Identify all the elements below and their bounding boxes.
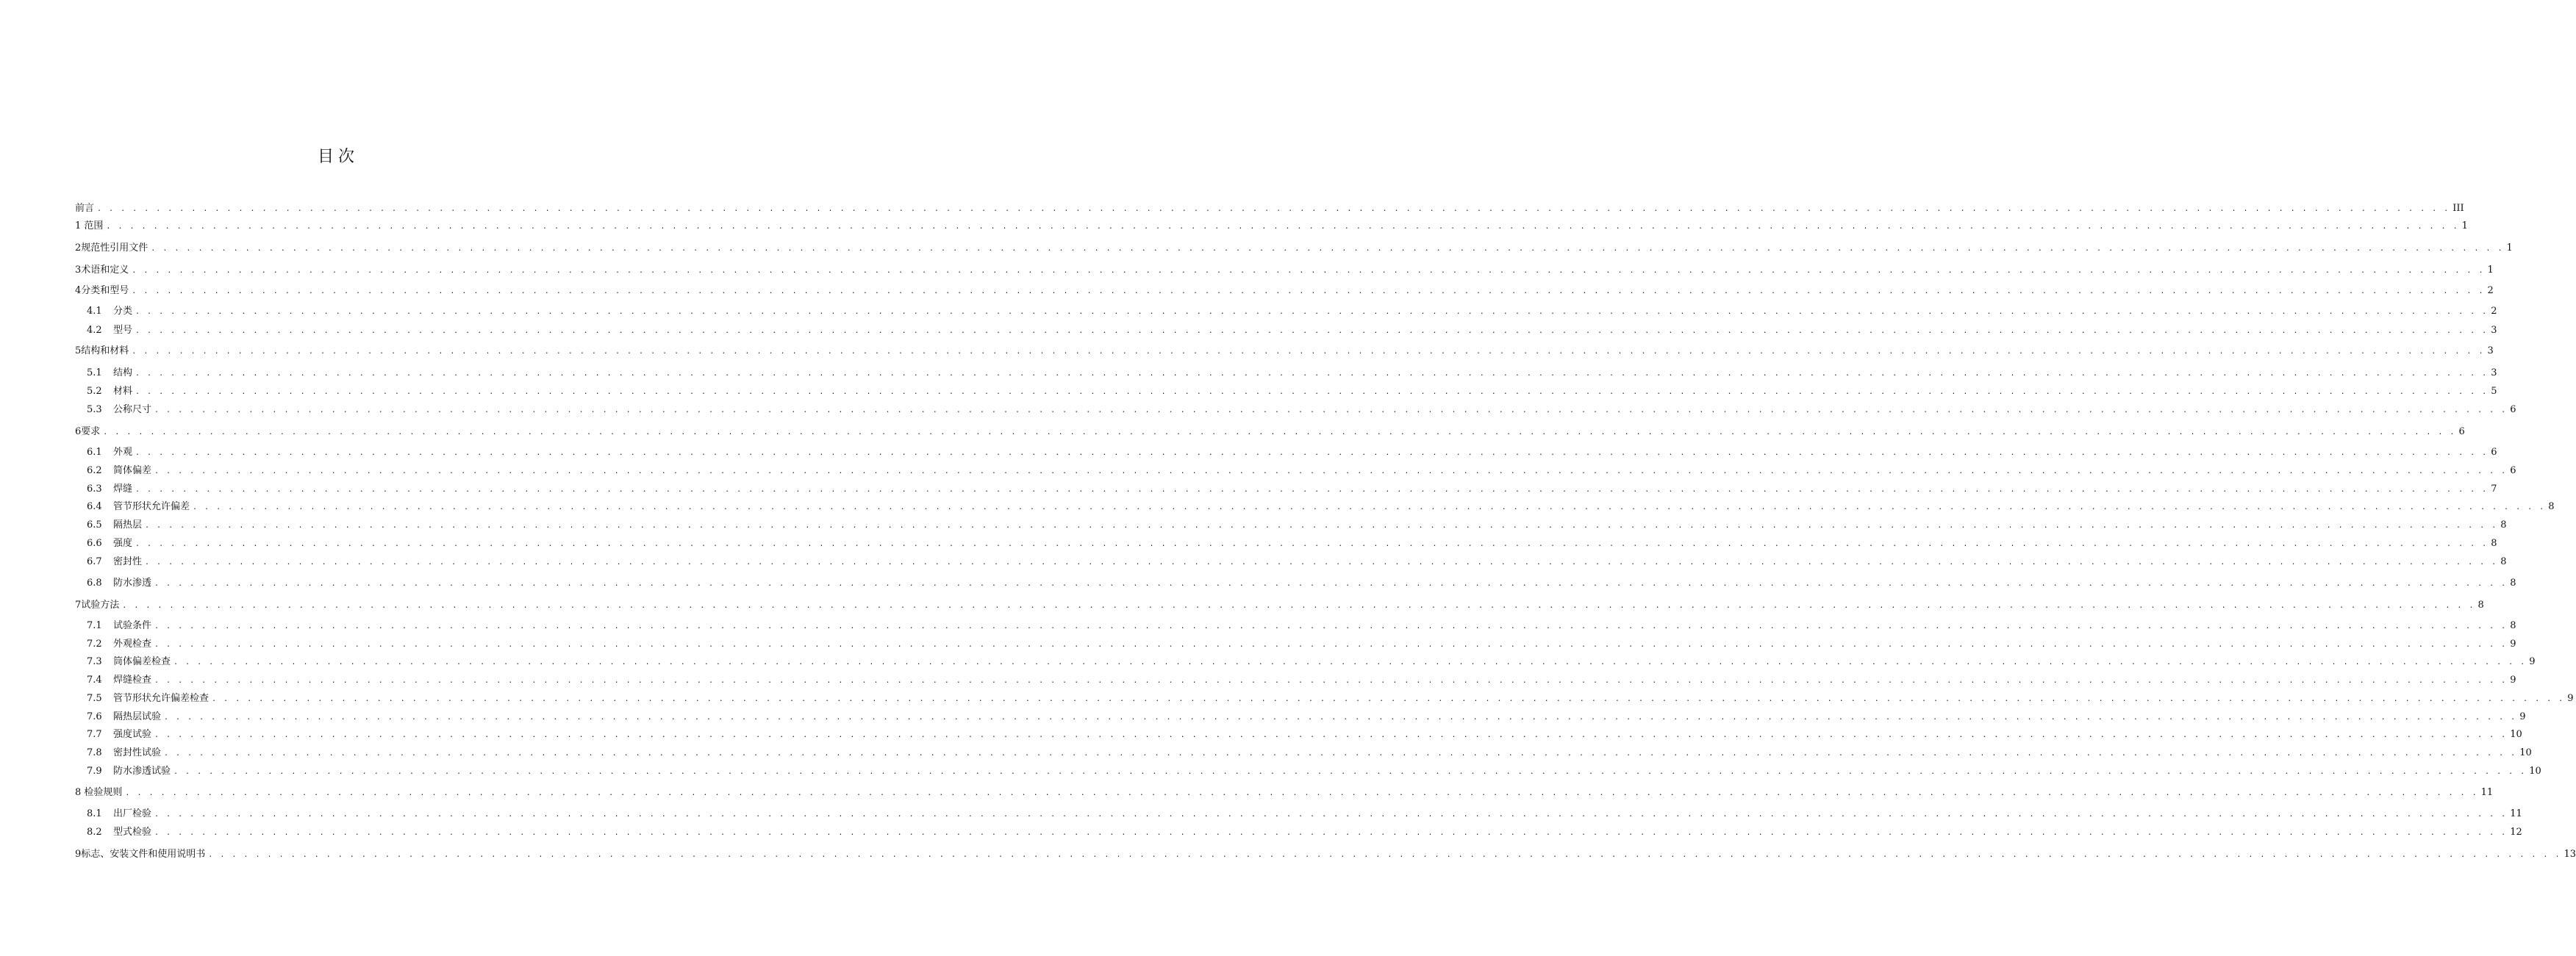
toc-entry-page-number: 8: [2491, 538, 2497, 549]
toc-entry-number: 8.2: [87, 827, 102, 838]
toc-leader-dots: . . . . . . . . . . . . . . . . . . . . . . . . . . . . . . . . . . . . . . . . . . . . . . . . . . . . . . . . . . . . . . . . . . . . . . . . . . . . . . . . . . . . . . . . . . . . . . . . . . . . . . . . . . . . . . . . . . . . . . . . . . . . . . . . . . . . . . . . . . . . . . . . . . . . . . . . . . . . . . . . . . . . . . . . . . . . . . . . . . . . . . . . . . . . . . . . . . . . . . . .: [106, 223, 2459, 231]
toc-entry-page-number: 3: [2491, 325, 2497, 336]
toc-entry[interactable]: [87, 464, 2516, 478]
toc-entry-number: 5.3: [87, 404, 102, 415]
toc-entry-label: 防水渗透试验: [113, 766, 171, 777]
toc-leader-dots: . . . . . . . . . . . . . . . . . . . . . . . . . . . . . . . . . . . . . . . . . . . . . . . . . . . . . . . . . . . . . . . . . . . . . . . . . . . . . . . . . . . . . . . . . . . . . . . . . . . . . . . . . . . . . . . . . . . . . . . . . . . . . . . . . . . . . . . . . . . . . . . . . . . . . . . . . . . . . . . . . . . . . . . . . . . . . . . . . . . . . . . . . . . . . . . . . . . . . . . .: [154, 580, 2508, 588]
toc-entry-label: 前言: [75, 203, 95, 214]
toc-entry-number: 5.2: [87, 386, 102, 397]
toc-entry-label: 外观: [113, 447, 133, 458]
toc-entry-label: 7试验方法: [75, 600, 120, 611]
toc-entry-label: 5结构和材料: [75, 345, 129, 356]
toc-entry[interactable]: [87, 673, 2516, 688]
toc-entry-page-number: 8: [2510, 620, 2516, 631]
toc-leader-dots: . . . . . . . . . . . . . . . . . . . . . . . . . . . . . . . . . . . . . . . . . . . . . . . . . . . . . . . . . . . . . . . . . . . . . . . . . . . . . . . . . . . . . . . . . . . . . . . . . . . . . . . . . . . . . . . . . . . . . . . . . . . . . . . . . . . . . . . . . . . . . . . . . . . . . . . . . . . . . . . . . . . . . . . . . . . . . . . . . . . . . . . . . . . . . . . . . . . . . . . .: [125, 789, 2478, 797]
toc-entry[interactable]: [87, 727, 2522, 742]
toc-entry-label: 防水渗透: [113, 578, 152, 589]
toc-entry-label: 2规范性引用文件: [75, 242, 149, 254]
toc-entry-number: 7.2: [87, 639, 102, 650]
toc-leader-dots: . . . . . . . . . . . . . . . . . . . . . . . . . . . . . . . . . . . . . . . . . . . . . . . . . . . . . . . . . . . . . . . . . . . . . . . . . . . . . . . . . . . . . . . . . . . . . . . . . . . . . . . . . . . . . . . . . . . . . . . . . . . . . . . . . . . . . . . . . . . . . . . . . . . . . . . . . . . . . . . . . . . . . . . . . . . . . . . . . . . . . . . . . . . . . . . . . . . . . . . .: [164, 750, 2517, 758]
toc-entry[interactable]: [87, 807, 2522, 822]
toc-entry[interactable]: [75, 344, 2494, 359]
toc-entry-page-number: 6: [2510, 465, 2516, 476]
toc-entry-label: 筒体偏差检查: [113, 656, 171, 667]
toc-entry-page-number: 9: [2510, 675, 2516, 686]
toc-entry-number: 4.2: [87, 325, 102, 336]
toc-entry-label: 焊缝: [113, 484, 133, 495]
toc-entry[interactable]: [75, 219, 2468, 234]
toc-leader-dots: . . . . . . . . . . . . . . . . . . . . . . . . . . . . . . . . . . . . . . . . . . . . . . . . . . . . . . . . . . . . . . . . . . . . . . . . . . . . . . . . . . . . . . . . . . . . . . . . . . . . . . . . . . . . . . . . . . . . . . . . . . . . . . . . . . . . . . . . . . . . . . . . . . . . . . . . . . . . . . . . . . . . . . . . . . . . . . . . . . . . . . . . . . . . . . . . . . . . . . . .: [154, 641, 2508, 649]
toc-entry-label: 6要求: [75, 426, 101, 437]
toc-entry-page-number: 8: [2477, 600, 2484, 611]
toc-entry-number: 8.1: [87, 808, 102, 819]
toc-entry-page-number: 9: [2567, 693, 2574, 704]
toc-entry-page-number: 11: [2480, 787, 2494, 798]
toc-leader-dots: . . . . . . . . . . . . . . . . . . . . . . . . . . . . . . . . . . . . . . . . . . . . . . . . . . . . . . . . . . . . . . . . . . . . . . . . . . . . . . . . . . . . . . . . . . . . . . . . . . . . . . . . . . . . . . . . . . . . . . . . . . . . . . . . . . . . . . . . . . . . . . . . . . . . . . . . . . . . . . . . . . . . . . . . . . . . . . . . . . . . . . . . . . . . . . . . . . . . . . . .: [97, 205, 2450, 213]
toc-entry[interactable]: [75, 598, 2484, 613]
toc-leader-dots: . . . . . . . . . . . . . . . . . . . . . . . . . . . . . . . . . . . . . . . . . . . . . . . . . . . . . . . . . . . . . . . . . . . . . . . . . . . . . . . . . . . . . . . . . . . . . . . . . . . . . . . . . . . . . . . . . . . . . . . . . . . . . . . . . . . . . . . . . . . . . . . . . . . . . . . . . . . . . . . . . . . . . . . . . . . . . . . . . . . . . . . . . . . . . . . . . . . . . . . .: [135, 449, 2489, 457]
toc-entry-page-number: 10: [2510, 729, 2522, 740]
toc-leader-dots: . . . . . . . . . . . . . . . . . . . . . . . . . . . . . . . . . . . . . . . . . . . . . . . . . . . . . . . . . . . . . . . . . . . . . . . . . . . . . . . . . . . . . . . . . . . . . . . . . . . . . . . . . . . . . . . . . . . . . . . . . . . . . . . . . . . . . . . . . . . . . . . . . . . . . . . . . . . . . . . . . . . . . . . . . . . . . . . . . . . . . . . . . . . . . . . . . . . . . . . .: [132, 267, 2485, 275]
toc-entry-page-number: 6: [2458, 426, 2465, 437]
toc-entry[interactable]: [87, 555, 2507, 569]
toc-entry[interactable]: [87, 691, 2574, 706]
toc-entry-label: 出厂检验: [113, 808, 152, 819]
toc-leader-dots: . . . . . . . . . . . . . . . . . . . . . . . . . . . . . . . . . . . . . . . . . . . . . . . . . . . . . . . . . . . . . . . . . . . . . . . . . . . . . . . . . . . . . . . . . . . . . . . . . . . . . . . . . . . . . . . . . . . . . . . . . . . . . . . . . . . . . . . . . . . . . . . . . . . . . . . . . . . . . . . . . . . . . . . . . . . . . . . . . . . . . . . . . . . . . . . . . . . . . . . .: [154, 829, 2508, 837]
toc-leader-dots: . . . . . . . . . . . . . . . . . . . . . . . . . . . . . . . . . . . . . . . . . . . . . . . . . . . . . . . . . . . . . . . . . . . . . . . . . . . . . . . . . . . . . . . . . . . . . . . . . . . . . . . . . . . . . . . . . . . . . . . . . . . . . . . . . . . . . . . . . . . . . . . . . . . . . . . . . . . . . . . . . . . . . . . . . . . . . . . . . . . . . . . . . . . . . . . . . . . . . . . .: [154, 622, 2508, 630]
toc-entry-number: 7.9: [87, 766, 102, 777]
toc-leader-dots: . . . . . . . . . . . . . . . . . . . . . . . . . . . . . . . . . . . . . . . . . . . . . . . . . . . . . . . . . . . . . . . . . . . . . . . . . . . . . . . . . . . . . . . . . . . . . . . . . . . . . . . . . . . . . . . . . . . . . . . . . . . . . . . . . . . . . . . . . . . . . . . . . . . . . . . . . . . . . . . . . . . . . . . . . . . . . . . . . . . . . . . . . . . . . . . . . . . . . . . .: [132, 348, 2485, 356]
toc-entry-label: 管节形状允许偏差检查: [113, 693, 210, 704]
toc-entry-page-number: 8: [2500, 556, 2507, 567]
toc-entry-label: 3术语和定义: [75, 265, 129, 276]
toc-entry-page-number: 1: [2506, 242, 2513, 254]
toc-entry-page-number: 2: [2487, 285, 2494, 296]
toc-entry-page-number: 3: [2487, 345, 2494, 356]
toc-entry[interactable]: [75, 786, 2494, 800]
toc-entry[interactable]: [87, 655, 2536, 669]
toc-entry[interactable]: [75, 284, 2494, 298]
toc-entry-page-number: 8: [2548, 501, 2555, 512]
toc-entry-page-number: 1: [2461, 220, 2468, 231]
toc-entry-page-number: 7: [2491, 484, 2497, 495]
toc-leader-dots: . . . . . . . . . . . . . . . . . . . . . . . . . . . . . . . . . . . . . . . . . . . . . . . . . . . . . . . . . . . . . . . . . . . . . . . . . . . . . . . . . . . . . . . . . . . . . . . . . . . . . . . . . . . . . . . . . . . . . . . . . . . . . . . . . . . . . . . . . . . . . . . . . . . . . . . . . . . . . . . . . . . . . . . . . . . . . . . . . . . . . . . . . . . . . . . . . . . . . . . .: [145, 522, 2498, 530]
toc-entry[interactable]: [87, 825, 2522, 840]
toc-entry-label: 管节形状允许偏差: [113, 501, 190, 512]
toc-entry[interactable]: [87, 764, 2541, 779]
toc-entry-page-number: 8: [2510, 578, 2516, 589]
toc-leader-dots: . . . . . . . . . . . . . . . . . . . . . . . . . . . . . . . . . . . . . . . . . . . . . . . . . . . . . . . . . . . . . . . . . . . . . . . . . . . . . . . . . . . . . . . . . . . . . . . . . . . . . . . . . . . . . . . . . . . . . . . . . . . . . . . . . . . . . . . . . . . . . . . . . . . . . . . . . . . . . . . . . . . . . . . . . . . . . . . . . . . . . . . . . . . . . . . . . . . . . . . .: [173, 768, 2527, 776]
toc-entry-label: 9标志、安装文件和使用说明书: [75, 849, 206, 860]
toc-entry[interactable]: [87, 637, 2516, 652]
toc-entry-label: 型式检验: [113, 827, 152, 838]
toc-leader-dots: . . . . . . . . . . . . . . . . . . . . . . . . . . . . . . . . . . . . . . . . . . . . . . . . . . . . . . . . . . . . . . . . . . . . . . . . . . . . . . . . . . . . . . . . . . . . . . . . . . . . . . . . . . . . . . . . . . . . . . . . . . . . . . . . . . . . . . . . . . . . . . . . . . . . . . . . . . . . . . . . . . . . . . . . . . . . . . . . . . . . . . . . . . . . . . . . . . . . . . . .: [154, 406, 2508, 414]
toc-entry-label: 强度试验: [113, 729, 152, 740]
toc-entry[interactable]: [87, 366, 2497, 381]
toc-entry-page-number: 9: [2519, 711, 2526, 722]
toc-entry-label: 1 范围: [75, 220, 104, 231]
toc-entry[interactable]: [87, 482, 2497, 497]
toc-entry-page-number: 3: [2491, 367, 2497, 378]
toc-leader-dots: . . . . . . . . . . . . . . . . . . . . . . . . . . . . . . . . . . . . . . . . . . . . . . . . . . . . . . . . . . . . . . . . . . . . . . . . . . . . . . . . . . . . . . . . . . . . . . . . . . . . . . . . . . . . . . . . . . . . . . . . . . . . . . . . . . . . . . . . . . . . . . . . . . . . . . . . . . . . . . . . . . . . . . . . . . . . . . . . . . . . . . . . . . . . . . . . . . . . . . . .: [135, 327, 2489, 335]
toc-entry-page-number: 13: [2564, 849, 2576, 860]
toc-entry[interactable]: [75, 201, 2464, 216]
toc-leader-dots: . . . . . . . . . . . . . . . . . . . . . . . . . . . . . . . . . . . . . . . . . . . . . . . . . . . . . . . . . . . . . . . . . . . . . . . . . . . . . . . . . . . . . . . . . . . . . . . . . . . . . . . . . . . . . . . . . . . . . . . . . . . . . . . . . . . . . . . . . . . . . . . . . . . . . . . . . . . . . . . . . . . . . . . . . . . . . . . . . . . . . . . . . . . . . . . . . . . . . . . .: [151, 245, 2504, 253]
toc-entry-page-number: 1: [2487, 265, 2494, 276]
toc-entry-number: 7.6: [87, 711, 102, 722]
toc-leader-dots: . . . . . . . . . . . . . . . . . . . . . . . . . . . . . . . . . . . . . . . . . . . . . . . . . . . . . . . . . . . . . . . . . . . . . . . . . . . . . . . . . . . . . . . . . . . . . . . . . . . . . . . . . . . . . . . . . . . . . . . . . . . . . . . . . . . . . . . . . . . . . . . . . . . . . . . . . . . . . . . . . . . . . . . . . . . . . . . . . . . . . . . . . . . . . . . . . . . . . . . .: [132, 287, 2485, 295]
toc-entry-label: 分类: [113, 306, 133, 317]
toc-entry[interactable]: [75, 425, 2465, 439]
toc-leader-dots: . . . . . . . . . . . . . . . . . . . . . . . . . . . . . . . . . . . . . . . . . . . . . . . . . . . . . . . . . . . . . . . . . . . . . . . . . . . . . . . . . . . . . . . . . . . . . . . . . . . . . . . . . . . . . . . . . . . . . . . . . . . . . . . . . . . . . . . . . . . . . . . . . . . . . . . . . . . . . . . . . . . . . . . . . . . . . . . . . . . . . . . . . . . . . . . . . . . . . . . .: [122, 602, 2475, 610]
toc-entry-page-number: 5: [2491, 386, 2497, 397]
toc-leader-dots: . . . . . . . . . . . . . . . . . . . . . . . . . . . . . . . . . . . . . . . . . . . . . . . . . . . . . . . . . . . . . . . . . . . . . . . . . . . . . . . . . . . . . . . . . . . . . . . . . . . . . . . . . . . . . . . . . . . . . . . . . . . . . . . . . . . . . . . . . . . . . . . . . . . . . . . . . . . . . . . . . . . . . . . . . . . . . . . . . . . . . . . . . . . . . . . . . . . . . . . .: [154, 731, 2508, 739]
toc-entry-number: 6.8: [87, 578, 102, 589]
toc-entry-page-number: 10: [2519, 747, 2532, 758]
toc-entry-number: 7.8: [87, 747, 102, 758]
toc-leader-dots: . . . . . . . . . . . . . . . . . . . . . . . . . . . . . . . . . . . . . . . . . . . . . . . . . . . . . . . . . . . . . . . . . . . . . . . . . . . . . . . . . . . . . . . . . . . . . . . . . . . . . . . . . . . . . . . . . . . . . . . . . . . . . . . . . . . . . . . . . . . . . . . . . . . . . . . . . . . . . . . . . . . . . . . . . . . . . . . . . . . . . . . . . . . . . . . . . . . . . . . .: [135, 540, 2489, 548]
toc-entry-label: 隔热层试验: [113, 711, 162, 722]
toc-entry-number: 6.6: [87, 538, 102, 549]
toc-entry-label: 密封性: [113, 556, 143, 567]
toc-entry[interactable]: [87, 619, 2516, 633]
toc-entry[interactable]: [87, 710, 2526, 725]
toc-entry-number: 7.5: [87, 693, 102, 704]
toc-entry[interactable]: [87, 323, 2497, 338]
toc-entry-number: 6.1: [87, 447, 102, 458]
toc-leader-dots: . . . . . . . . . . . . . . . . . . . . . . . . . . . . . . . . . . . . . . . . . . . . . . . . . . . . . . . . . . . . . . . . . . . . . . . . . . . . . . . . . . . . . . . . . . . . . . . . . . . . . . . . . . . . . . . . . . . . . . . . . . . . . . . . . . . . . . . . . . . . . . . . . . . . . . . . . . . . . . . . . . . . . . . . . . . . . . . . . . . . . . . . . . . . . . . . . . . . . . . .: [154, 467, 2508, 475]
toc-leader-dots: . . . . . . . . . . . . . . . . . . . . . . . . . . . . . . . . . . . . . . . . . . . . . . . . . . . . . . . . . . . . . . . . . . . . . . . . . . . . . . . . . . . . . . . . . . . . . . . . . . . . . . . . . . . . . . . . . . . . . . . . . . . . . . . . . . . . . . . . . . . . . . . . . . . . . . . . . . . . . . . . . . . . . . . . . . . . . . . . . . . . . . . . . . . . . . . . . . . . . . . .: [135, 388, 2489, 396]
toc-entry-number: 5.1: [87, 367, 102, 378]
toc-leader-dots: . . . . . . . . . . . . . . . . . . . . . . . . . . . . . . . . . . . . . . . . . . . . . . . . . . . . . . . . . . . . . . . . . . . . . . . . . . . . . . . . . . . . . . . . . . . . . . . . . . . . . . . . . . . . . . . . . . . . . . . . . . . . . . . . . . . . . . . . . . . . . . . . . . . . . . . . . . . . . . . . . . . . . . . . . . . . . . . . . . . . . . . . . . . . . . . . . . . . . . . .: [164, 714, 2517, 722]
toc-entry-page-number: 6: [2491, 447, 2497, 458]
toc-entry-label: 材料: [113, 386, 133, 397]
toc-entry-page-number: 6: [2510, 404, 2516, 415]
toc-entry-number: 6.7: [87, 556, 102, 567]
toc-entry[interactable]: [87, 445, 2497, 460]
toc-entry[interactable]: [75, 847, 2576, 862]
toc-entry[interactable]: [87, 746, 2532, 761]
toc-entry-page-number: 2: [2491, 306, 2497, 317]
toc-entry[interactable]: [87, 384, 2497, 399]
toc-entry[interactable]: [75, 263, 2494, 278]
page-title: 目次: [317, 148, 359, 166]
toc-entry-label: 型号: [113, 325, 133, 336]
toc-entry-label: 隔热层: [113, 520, 143, 531]
toc-entry-label: 结构: [113, 367, 133, 378]
toc-entry-page-number: 10: [2529, 766, 2541, 777]
toc-leader-dots: . . . . . . . . . . . . . . . . . . . . . . . . . . . . . . . . . . . . . . . . . . . . . . . . . . . . . . . . . . . . . . . . . . . . . . . . . . . . . . . . . . . . . . . . . . . . . . . . . . . . . . . . . . . . . . . . . . . . . . . . . . . . . . . . . . . . . . . . . . . . . . . . . . . . . . . . . . . . . . . . . . . . . . . . . . . . . . . . . . . . . . . . . . . . . . . . . . . . . . . .: [193, 503, 2546, 511]
toc-entry[interactable]: [87, 518, 2507, 533]
toc-leader-dots: . . . . . . . . . . . . . . . . . . . . . . . . . . . . . . . . . . . . . . . . . . . . . . . . . . . . . . . . . . . . . . . . . . . . . . . . . . . . . . . . . . . . . . . . . . . . . . . . . . . . . . . . . . . . . . . . . . . . . . . . . . . . . . . . . . . . . . . . . . . . . . . . . . . . . . . . . . . . . . . . . . . . . . . . . . . . . . . . . . . . . . . . . . . . . . . . . . . . . . . .: [212, 695, 2565, 703]
toc-entry-label: 8 检验规则: [75, 787, 123, 798]
toc-entry-page-number: 12: [2510, 827, 2522, 838]
toc-entry-label: 公称尺寸: [113, 404, 152, 415]
toc-entry-number: 7.7: [87, 729, 102, 740]
toc-entry-number: 7.1: [87, 620, 102, 631]
toc-leader-dots: . . . . . . . . . . . . . . . . . . . . . . . . . . . . . . . . . . . . . . . . . . . . . . . . . . . . . . . . . . . . . . . . . . . . . . . . . . . . . . . . . . . . . . . . . . . . . . . . . . . . . . . . . . . . . . . . . . . . . . . . . . . . . . . . . . . . . . . . . . . . . . . . . . . . . . . . . . . . . . . . . . . . . . . . . . . . . . . . . . . . . . . . . . . . . . . . . . . . . . . .: [208, 851, 2561, 859]
toc-leader-dots: . . . . . . . . . . . . . . . . . . . . . . . . . . . . . . . . . . . . . . . . . . . . . . . . . . . . . . . . . . . . . . . . . . . . . . . . . . . . . . . . . . . . . . . . . . . . . . . . . . . . . . . . . . . . . . . . . . . . . . . . . . . . . . . . . . . . . . . . . . . . . . . . . . . . . . . . . . . . . . . . . . . . . . . . . . . . . . . . . . . . . . . . . . . . . . . . . . . . . . . .: [135, 486, 2489, 494]
toc-entry-label: 焊缝检查: [113, 675, 152, 686]
toc-leader-dots: . . . . . . . . . . . . . . . . . . . . . . . . . . . . . . . . . . . . . . . . . . . . . . . . . . . . . . . . . . . . . . . . . . . . . . . . . . . . . . . . . . . . . . . . . . . . . . . . . . . . . . . . . . . . . . . . . . . . . . . . . . . . . . . . . . . . . . . . . . . . . . . . . . . . . . . . . . . . . . . . . . . . . . . . . . . . . . . . . . . . . . . . . . . . . . . . . . . . . . . .: [103, 428, 2456, 436]
toc-leader-dots: . . . . . . . . . . . . . . . . . . . . . . . . . . . . . . . . . . . . . . . . . . . . . . . . . . . . . . . . . . . . . . . . . . . . . . . . . . . . . . . . . . . . . . . . . . . . . . . . . . . . . . . . . . . . . . . . . . . . . . . . . . . . . . . . . . . . . . . . . . . . . . . . . . . . . . . . . . . . . . . . . . . . . . . . . . . . . . . . . . . . . . . . . . . . . . . . . . . . . . . .: [173, 658, 2527, 666]
toc-entry-page-number: 9: [2529, 656, 2536, 667]
toc-entry-label: 密封性试验: [113, 747, 162, 758]
toc-leader-dots: . . . . . . . . . . . . . . . . . . . . . . . . . . . . . . . . . . . . . . . . . . . . . . . . . . . . . . . . . . . . . . . . . . . . . . . . . . . . . . . . . . . . . . . . . . . . . . . . . . . . . . . . . . . . . . . . . . . . . . . . . . . . . . . . . . . . . . . . . . . . . . . . . . . . . . . . . . . . . . . . . . . . . . . . . . . . . . . . . . . . . . . . . . . . . . . . . . . . . . . .: [154, 677, 2508, 685]
toc-entry[interactable]: [87, 500, 2555, 514]
toc-entry[interactable]: [75, 241, 2513, 256]
toc-entry[interactable]: [87, 576, 2516, 591]
toc-entry-number: 7.3: [87, 656, 102, 667]
toc-entry-page-number: 9: [2510, 639, 2516, 650]
toc-entry[interactable]: [87, 304, 2497, 319]
toc-entry-label: 试验条件: [113, 620, 152, 631]
toc-entry-label: 简体偏差: [113, 465, 152, 476]
toc-entry-label: 4分类和型号: [75, 285, 129, 296]
toc-entry-page-number: III: [2452, 203, 2464, 214]
toc-entry-page-number: 8: [2500, 520, 2507, 531]
toc-leader-dots: . . . . . . . . . . . . . . . . . . . . . . . . . . . . . . . . . . . . . . . . . . . . . . . . . . . . . . . . . . . . . . . . . . . . . . . . . . . . . . . . . . . . . . . . . . . . . . . . . . . . . . . . . . . . . . . . . . . . . . . . . . . . . . . . . . . . . . . . . . . . . . . . . . . . . . . . . . . . . . . . . . . . . . . . . . . . . . . . . . . . . . . . . . . . . . . . . . . . . . . .: [135, 370, 2489, 378]
toc-leader-dots: . . . . . . . . . . . . . . . . . . . . . . . . . . . . . . . . . . . . . . . . . . . . . . . . . . . . . . . . . . . . . . . . . . . . . . . . . . . . . . . . . . . . . . . . . . . . . . . . . . . . . . . . . . . . . . . . . . . . . . . . . . . . . . . . . . . . . . . . . . . . . . . . . . . . . . . . . . . . . . . . . . . . . . . . . . . . . . . . . . . . . . . . . . . . . . . . . . . . . . . .: [154, 811, 2508, 819]
toc-entry-number: 6.4: [87, 501, 102, 512]
toc-entry[interactable]: [87, 536, 2497, 551]
toc-leader-dots: . . . . . . . . . . . . . . . . . . . . . . . . . . . . . . . . . . . . . . . . . . . . . . . . . . . . . . . . . . . . . . . . . . . . . . . . . . . . . . . . . . . . . . . . . . . . . . . . . . . . . . . . . . . . . . . . . . . . . . . . . . . . . . . . . . . . . . . . . . . . . . . . . . . . . . . . . . . . . . . . . . . . . . . . . . . . . . . . . . . . . . . . . . . . . . . . . . . . . . . .: [135, 308, 2489, 316]
toc-entry-label: 外观检查: [113, 639, 152, 650]
toc-entry[interactable]: [87, 403, 2516, 417]
toc-entry-number: 7.4: [87, 675, 102, 686]
toc-entry-number: 6.3: [87, 484, 102, 495]
toc-entry-label: 强度: [113, 538, 133, 549]
toc-entry-number: 4.1: [87, 306, 102, 317]
toc-entry-page-number: 11: [2510, 808, 2522, 819]
toc-entry-number: 6.5: [87, 520, 102, 531]
toc-leader-dots: . . . . . . . . . . . . . . . . . . . . . . . . . . . . . . . . . . . . . . . . . . . . . . . . . . . . . . . . . . . . . . . . . . . . . . . . . . . . . . . . . . . . . . . . . . . . . . . . . . . . . . . . . . . . . . . . . . . . . . . . . . . . . . . . . . . . . . . . . . . . . . . . . . . . . . . . . . . . . . . . . . . . . . . . . . . . . . . . . . . . . . . . . . . . . . . . . . . . . . . .: [145, 558, 2498, 567]
toc-entry-number: 6.2: [87, 465, 102, 476]
